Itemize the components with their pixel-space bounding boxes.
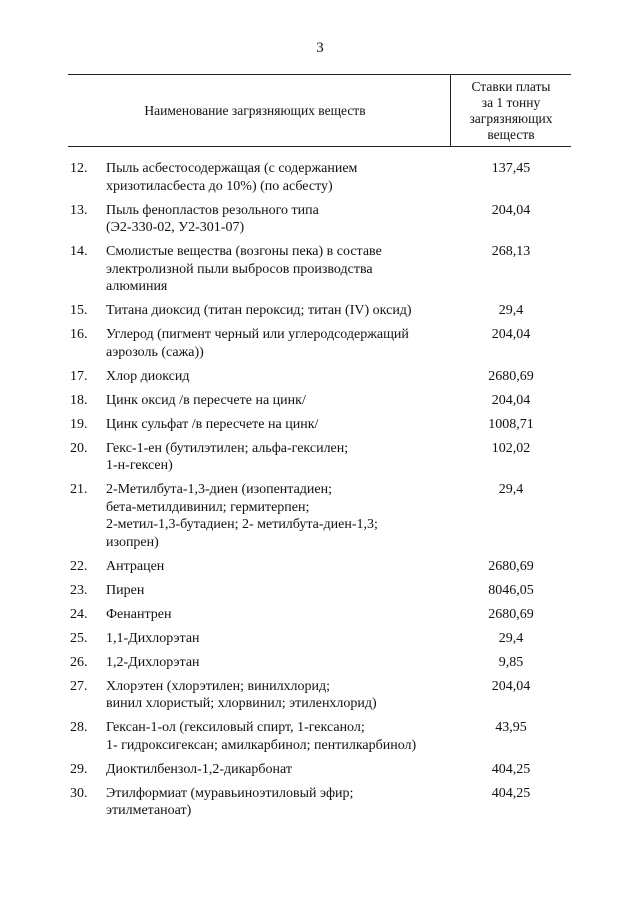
table-row	[68, 678, 571, 713]
row-number: 25.	[70, 630, 88, 646]
row-substance-name: Углерод (пигмент черный или углеродсодержащий аэрозоль (сажа))	[106, 327, 409, 360]
row-number: 16.	[70, 327, 88, 342]
table-row	[68, 630, 571, 648]
row-substance-name: Цинк сульфат /в пересчете на цинк/	[106, 416, 319, 432]
table-row	[68, 440, 571, 475]
row-rate: 29,4	[498, 303, 524, 318]
table-row	[68, 582, 571, 600]
table-row	[68, 606, 571, 624]
row-number: 14.	[70, 244, 88, 259]
row-rate: 137,45	[491, 161, 531, 176]
table-row	[68, 160, 571, 195]
table-row	[68, 243, 571, 296]
row-number: 27.	[70, 678, 88, 694]
row-rate: 29,4	[498, 630, 524, 646]
table-row	[68, 368, 571, 386]
table-row	[68, 558, 571, 576]
row-rate: 102,02	[491, 440, 531, 456]
row-number: 23.	[70, 582, 88, 598]
row-substance-name: Цинк оксид /в пересчете на цинк/	[106, 392, 306, 408]
row-number: 17.	[70, 368, 88, 384]
row-substance-name: Титана диоксид (титан пероксид; титан (IV) оксид)	[106, 303, 412, 318]
row-substance-name: Пирен	[106, 582, 145, 598]
table-body	[68, 160, 571, 820]
table-row	[68, 654, 571, 672]
row-substance-name: Смолистые вещества (возгоны пека) в составе электролизной пыли выбросов производства алюминия	[106, 244, 382, 294]
row-substance-name: 1,2-Дихлорэтан	[106, 654, 200, 670]
row-rate: 204,04	[491, 392, 531, 408]
row-number: 13.	[70, 202, 88, 218]
row-rate: 204,04	[491, 327, 531, 342]
row-substance-name: Фенантрен	[106, 606, 172, 622]
row-substance-name: Диоктилбензол-1,2-дикарбонат	[106, 761, 292, 777]
row-number: 15.	[70, 303, 88, 318]
row-rate: 404,25	[491, 761, 531, 777]
row-number: 26.	[70, 654, 88, 670]
row-substance-name: Хлор диоксид	[106, 368, 190, 384]
table-row	[68, 202, 571, 237]
row-number: 30.	[70, 785, 88, 801]
row-number: 28.	[70, 720, 88, 735]
row-substance-name: 1,1-Дихлорэтан	[106, 630, 200, 646]
row-rate: 2680,69	[488, 606, 534, 622]
row-number: 20.	[70, 440, 88, 456]
table-row	[68, 416, 571, 434]
row-rate: 204,04	[491, 678, 531, 694]
table-header	[68, 74, 571, 147]
row-rate: 8046,05	[488, 582, 534, 598]
header-rate-line: загрязняющих	[469, 110, 553, 126]
row-number: 12.	[70, 161, 88, 176]
row-substance-name: Пыль асбестосодержащая (с содержанием хризотиласбеста до 10%) (по асбесту)	[106, 161, 358, 194]
header-rate-line: веществ	[487, 126, 535, 142]
table-row	[68, 302, 571, 320]
row-rate: 268,13	[491, 244, 531, 259]
row-substance-name: 2-Метилбута-1,3-диен (изопентадиен; бета-метилдивинил; гермитерпен; 2-метил-1,3-бутадиен; 2- метилбута-диен-1,3; изопрен)	[106, 482, 378, 550]
row-rate: 1008,71	[488, 416, 534, 432]
table-row	[68, 785, 571, 820]
header-rate-line: Ставки платы	[471, 78, 551, 94]
row-number: 24.	[70, 606, 88, 622]
table-row	[68, 481, 571, 551]
header-name-column: Наименование загрязняющих веществ	[68, 75, 451, 146]
table-row	[68, 761, 571, 779]
row-substance-name: Антрацен	[106, 558, 165, 574]
row-number: 21.	[70, 482, 88, 497]
row-rate: 2680,69	[488, 368, 534, 384]
row-substance-name: Этилформиат (муравьиноэтиловый эфир; этилметаноат)	[106, 785, 354, 818]
row-rate: 2680,69	[488, 558, 534, 574]
table-row	[68, 326, 571, 361]
row-substance-name: Хлорэтен (хлорэтилен; винилхлорид; винил хлористый; хлорвинил; этиленхлорид)	[106, 678, 377, 711]
row-rate: 43,95	[495, 720, 527, 735]
page-number: 3	[316, 40, 324, 56]
row-number: 29.	[70, 761, 88, 777]
pollutant-rates-table	[68, 74, 571, 826]
row-rate: 204,04	[491, 202, 531, 218]
table-row	[68, 719, 571, 754]
row-number: 19.	[70, 416, 88, 432]
row-substance-name: Гекс-1-ен (бутилэтилен; альфа-гексилен; 1-н-гексен)	[106, 440, 349, 473]
header-rate-line: за 1 тонну	[481, 94, 541, 110]
row-rate: 9,85	[498, 654, 524, 670]
row-substance-name: Пыль фенопластов резольного типа (Э2-330-02, У2-301-07)	[106, 202, 319, 235]
row-number: 18.	[70, 392, 88, 408]
header-rate-column	[451, 75, 571, 146]
row-number: 22.	[70, 558, 88, 574]
row-rate: 29,4	[498, 482, 524, 497]
table-row	[68, 392, 571, 410]
row-substance-name: Гексан-1-ол (гексиловый спирт, 1-гексанол; 1- гидроксигексан; амилкарбинол; пентилкарбинол)	[106, 720, 417, 753]
row-rate: 404,25	[491, 785, 531, 801]
